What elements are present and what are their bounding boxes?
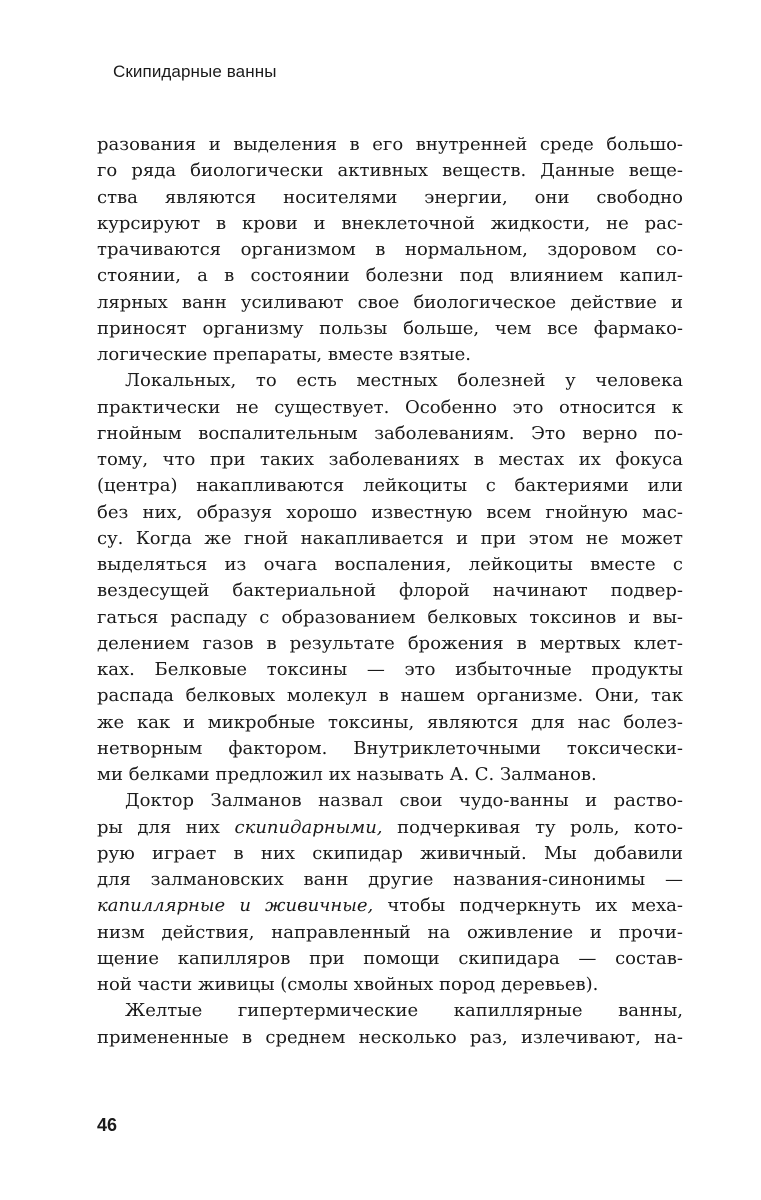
text-line: распада белковых молекул в нашем организме. Они, так <box>97 685 683 707</box>
text-line: низм действия, направленный на оживление и прочи- <box>97 921 683 943</box>
text-line: (центра) накапливаются лейкоциты с бактериями или <box>97 475 683 497</box>
text-line: ми белками предложил их называть А. С. Залманов. <box>97 764 597 785</box>
text-line: гнойным воспалительным заболеваниям. Это верно по- <box>97 422 683 444</box>
text-line: курсируют в крови и внеклеточной жидкости, не рас- <box>97 212 683 234</box>
body-text <box>97 132 683 1051</box>
text-line: ках. Белковые токсины — это избыточные продукты <box>97 659 683 680</box>
text-line: без них, образуя хорошо известную всем гнойную мас- <box>97 501 683 523</box>
text-line: го ряда биологически активных веществ. Данные веще- <box>97 160 683 182</box>
text-line: стоянии, а в состоянии болезни под влиянием капил- <box>97 265 683 287</box>
text-line: тому, что при таких заболеваниях в местах их фокуса <box>97 449 683 470</box>
text-line: лярных ванн усиливают свое биологическое действие и <box>97 291 683 313</box>
text-line: делением газов в результате брожения в мертвых клет- <box>97 632 683 654</box>
italic-term: скипидарными, <box>234 816 383 838</box>
text-line: гаться распаду с образованием белковых токсинов и вы- <box>97 606 683 628</box>
text-line: выделяться из очага воспаления, лейкоциты вместе с <box>97 554 683 575</box>
text-line: капиллярные и живичные, чтобы подчеркнуть их меха- <box>97 895 683 917</box>
text-line: ства являются носителями энергии, они свободно <box>97 186 683 208</box>
text-line: приносят организму пользы больше, чем все фармако- <box>97 317 683 339</box>
paragraph-1 <box>97 132 683 368</box>
text-line: практически не существует. Особенно это относится к <box>97 396 683 418</box>
text-line: для залмановских ванн другие названия-синонимы — <box>97 869 683 890</box>
text-line: нетворным фактором. Внутриклеточными токсически- <box>97 737 683 759</box>
text-line: трачиваются организмом в нормальном, здоровом со- <box>97 239 683 260</box>
text-line: ной части живицы (смолы хвойных пород деревьев). <box>97 974 599 995</box>
text-line: вездесущей бактериальной флорой начинают подвер- <box>97 580 683 602</box>
text-line: разования и выделения в его внутренней среде большо- <box>97 134 683 155</box>
text-line: ры для них скипидарными, подчеркивая ту роль, кото- <box>97 816 683 838</box>
text-line: су. Когда же гной накапливается и при этом не может <box>97 527 683 549</box>
text-line: Желтые гипертермические капиллярные ванны, <box>125 1000 683 1022</box>
text-line: щение капилляров при помощи скипидара — состав- <box>97 947 683 969</box>
text-line: логические препараты, вместе взятые. <box>97 344 472 365</box>
paragraph-4 <box>97 998 683 1051</box>
paragraph-2 <box>97 368 683 788</box>
text-line: Локальных, то есть местных болезней у человека <box>125 370 683 392</box>
text-line: же как и микробные токсины, являются для нас болез- <box>97 711 683 733</box>
text-line: примененные в среднем несколько раз, излечивают, на- <box>97 1026 683 1048</box>
italic-term: капиллярные и живичные, <box>97 895 374 917</box>
page-number: 46 <box>97 1115 118 1135</box>
running-head: Скипидарные ванны <box>113 62 277 81</box>
text-line: рую играет в них скипидар живичный. Мы добавили <box>97 842 683 864</box>
paragraph-3 <box>97 788 683 998</box>
text-line: Доктор Залманов назвал свои чудо-ванны и раство- <box>125 790 683 812</box>
